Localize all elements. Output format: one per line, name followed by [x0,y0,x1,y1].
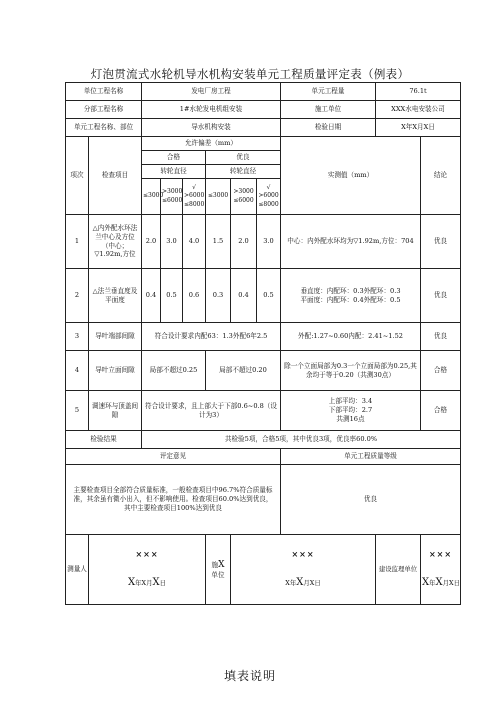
row-v6: 0.5 [257,269,281,323]
row-item: △法兰垂直度及平面度 [89,269,142,323]
info-row-1 [66,83,461,101]
signature-row [66,535,461,605]
range-g1: ≤3000 [206,179,231,215]
check-date-label: 检验日期 [281,119,376,137]
header-row-1 [66,137,461,151]
result-row [66,431,461,449]
table-row [66,215,461,269]
row-seq: 4 [66,351,89,391]
row-measured: 垂直度：内配环：0.3外配环：0.3 平面度：内配环：0.4外配环：0.5 [281,269,421,323]
row-seq: 2 [66,269,89,323]
row-measured: 上部平均：3.4 下部平均：2.7 共测16点 [281,391,421,431]
range-q3: √ >6000 ≤8000 [183,179,206,215]
row-v1: 2.0 [142,215,161,269]
result-value: 共检验5项，合格5项，其中优良3项，优良率60.0% [142,431,461,449]
row-measured: 外配:1.27~0.60内配：2.41~1.52 [281,323,421,351]
construction-unit-value: XXX水电安装公司 [376,101,461,119]
good-header: 优良 [206,151,281,165]
supervisor-date: X年X月X日 [422,577,460,589]
row-measured: 除一个立面局部为0.3一个立面局部为0.25,其余均于等于0.20（共测30点） [281,351,421,391]
opinion-label: 评定意见 [66,449,281,465]
measurer-block [89,535,206,605]
row-item: 导叶立面间隙 [89,351,142,391]
range-g3: √ >6000 ≤8000 [257,179,281,215]
row-seq: 3 [66,323,89,351]
row-v3: 4.0 [183,215,206,269]
qualified-header: 合格 [142,151,206,165]
row-v1: 0.4 [142,269,161,323]
row-conclusion: 优良 [421,269,461,323]
runner-dia-qualified: 转轮直径 [142,165,206,179]
row-v6: 3.0 [257,215,281,269]
row-v3: 0.6 [183,269,206,323]
row-v4: 0.3 [206,269,231,323]
row-v4: 1.5 [206,215,231,269]
row-v5: 0.4 [231,269,257,323]
opinion-text: 主要检查项目全部符合质量标准，一般检查项目中96.7%符合质量标准，其余虽有微小出入，但不影响使用。检查项目60.0%达到优良，其中主要检查项目100%达到优良 [66,465,281,535]
row-conclusion: 优良 [421,323,461,351]
element-label: 单元工程名称、部位 [66,119,142,137]
range-q1: ≤3000 [142,179,161,215]
unit-project-value: 发电厂房工程 [142,83,281,101]
table-row [66,323,461,351]
range-q2: >3000 ≤6000 [161,179,183,215]
sub-project-label: 分部工程名称 [66,101,142,119]
check-date-value: X年X月X日 [376,119,461,137]
row-seq: 5 [66,391,89,431]
measured-header: 实测值（mm） [281,137,421,215]
grade-label: 单元工程质量等级 [281,449,461,465]
row-conclusion: 合格 [421,391,461,431]
measurer-date: X年X月X日 [128,577,166,589]
measurer-label: 测量人 [66,535,89,605]
supervisor-label: 建设监理单位 [376,535,421,605]
page-title: 灯泡贯流式水轮机导水机构安装单元工程质量评定表（例表） [90,67,410,81]
row-measured: 中心：内外配水环均为▽1.92m,方位：704 [281,215,421,269]
info-row-3 [66,119,461,137]
item-header: 检查项目 [89,137,142,215]
table-row [66,391,461,431]
row-v2: 3.0 [161,215,183,269]
info-row-2 [66,101,461,119]
grade-value: 优良 [281,465,461,535]
row-spec: 符合设计要求内配63：1.3外配6年2.5 [142,323,281,351]
evaluation-header-row [66,449,461,465]
range-g2: >3000 ≤6000 [231,179,257,215]
contractor-date: X年X月X日 [285,577,321,589]
unit-qty-value: 76.1t [376,83,461,101]
row-v5: 2.0 [231,215,257,269]
row-v2: 0.5 [161,269,183,323]
row-item: 导叶端部间隙 [89,323,142,351]
result-label: 检验结果 [66,431,142,449]
sub-project-value: 1#水轮发电机组安装 [142,101,281,119]
row-spec-good: 局部不超过0.20 [206,351,281,391]
unit-qty-label: 单元工程量 [281,83,376,101]
table-row [66,351,461,391]
row-conclusion: 合格 [421,351,461,391]
conclusion-header: 结论 [421,137,461,215]
row-item: 调速环与顶盖间隙 [89,391,142,431]
seq-header: 项次 [66,137,89,215]
construction-unit-label: 施工单位 [281,101,376,119]
runner-dia-good: 转轮直径 [206,165,281,179]
table-row [66,269,461,323]
evaluation-body-row [66,465,461,535]
contractor-signature: ××× [291,549,315,560]
measurer-signature: ××× [135,549,159,560]
allowance-header: 允许偏差（mm） [142,137,281,151]
form-instructions-heading: 填表说明 [223,669,276,683]
contractor-block [231,535,376,605]
supervisor-signature: ××× [428,549,453,560]
row-spec: 符合设计要求，且上部大于下部0.6~0.8（设计为3） [142,391,281,431]
contractor-label: 施X 单位 [206,535,231,605]
quality-evaluation-table [65,82,461,605]
unit-project-label: 单位工程名称 [66,83,142,101]
row-seq: 1 [66,215,89,269]
row-item: △内外配水环法兰中心及方位（中心；▽1.92m,方位 [89,215,142,269]
element-value: 导水机构安装 [142,119,281,137]
row-spec-qualified: 局部不超过0.25 [142,351,206,391]
row-conclusion: 优良 [421,215,461,269]
supervisor-block [421,535,461,605]
